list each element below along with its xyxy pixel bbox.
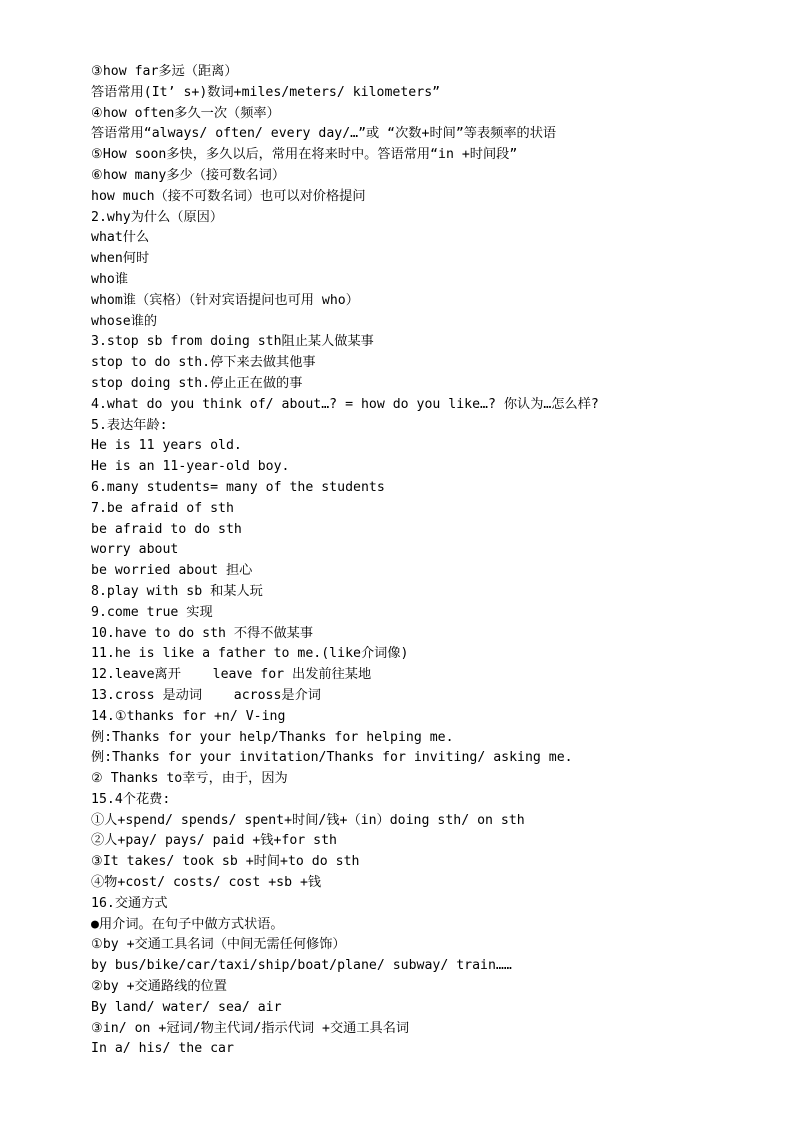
text-line: be afraid to do sth [91, 521, 242, 537]
text-line: 7.be afraid of sth [91, 500, 234, 516]
text-line: ② Thanks to幸亏，由于，因为 [91, 771, 288, 787]
text-line: 答语常用(It’ s+)数词+miles/meters/ kilometers” [91, 84, 441, 100]
text-line: ①人+spend/ spends/ spent+时间/钱+（in）doing sth/ on sth [91, 812, 525, 828]
text-line: ⑥how many多少（接可数名词） [91, 167, 286, 183]
text-line: 例:Thanks for your invitation/Thanks for inviting/ asking me. [91, 750, 573, 766]
text-line: ④how often多久一次（频率） [91, 105, 280, 121]
text-line: 15.4个花费: [91, 791, 171, 807]
document-page [91, 62, 771, 1060]
text-line: worry about [91, 542, 179, 558]
text-line: ③in/ on +冠词/物主代词/指示代词 +交通工具名词 [91, 1020, 410, 1036]
text-line: how much（接不可数名词）也可以对价格提问 [91, 188, 366, 204]
text-line: ③It takes/ took sb +时间+to do sth [91, 854, 360, 870]
text-line: 8.play with sb 和某人玩 [91, 583, 263, 599]
text-line: 6.many students= many of the students [91, 479, 385, 495]
text-line: 16.交通方式 [91, 895, 168, 911]
text-line: 14.①thanks for +n/ V-ing [91, 708, 286, 724]
text-line: ②人+pay/ pays/ paid +钱+for sth [91, 833, 337, 849]
text-line: what什么 [91, 230, 150, 246]
text-line: by bus/bike/car/taxi/ship/boat/plane/ subway/ train…… [91, 958, 512, 974]
text-line: ①by +交通工具名词（中间无需任何修饰） [91, 937, 346, 953]
text-line: 9.come true 实现 [91, 604, 213, 620]
text-line: 13.cross 是动词 across是介词 [91, 687, 321, 703]
text-line: 例:Thanks for your help/Thanks for helping me. [91, 729, 454, 745]
text-line: be worried about 担心 [91, 563, 253, 579]
text-line: In a/ his/ the car [91, 1041, 234, 1057]
text-line: when何时 [91, 251, 150, 267]
text-line: 3.stop sb from doing sth阻止某人做某事 [91, 334, 374, 350]
text-line: stop doing sth.停止正在做的事 [91, 375, 303, 391]
text-line: 2.why为什么（原因） [91, 209, 224, 225]
text-line: By land/ water/ sea/ air [91, 999, 282, 1015]
text-line: 11.he is like a father to me.(like介词像) [91, 646, 409, 662]
text-line: He is an 11-year-old boy. [91, 459, 290, 475]
text-line: 答语常用“always/ often/ every day/…”或 “次数+时间”等表频率的状语 [91, 126, 557, 142]
text-line: ⑤How soon多快，多久以后，常用在将来时中。答语常用“in +时间段” [91, 147, 518, 163]
text-line: ④物+cost/ costs/ cost +sb +钱 [91, 875, 322, 891]
text-line: 12.leave离开 leave for 出发前往某地 [91, 667, 372, 683]
text-line: stop to do sth.停下来去做其他事 [91, 355, 316, 371]
text-line: who谁 [91, 271, 129, 287]
text-line: whom谁（宾格）（针对宾语提问也可用 who） [91, 292, 359, 308]
text-line: ②by +交通路线的位置 [91, 979, 227, 995]
text-line: 10.have to do sth 不得不做某事 [91, 625, 314, 641]
text-line: whose谁的 [91, 313, 158, 329]
text-line: ●用介词。在句子中做方式状语。 [91, 916, 284, 932]
text-line: ③how far多远（距离） [91, 64, 238, 79]
text-line: 4.what do you think of/ about…? = how do you like…? 你认为…怎么样? [91, 396, 599, 412]
text-line: 5.表达年龄: [91, 417, 168, 433]
text-line: He is 11 years old. [91, 438, 242, 454]
